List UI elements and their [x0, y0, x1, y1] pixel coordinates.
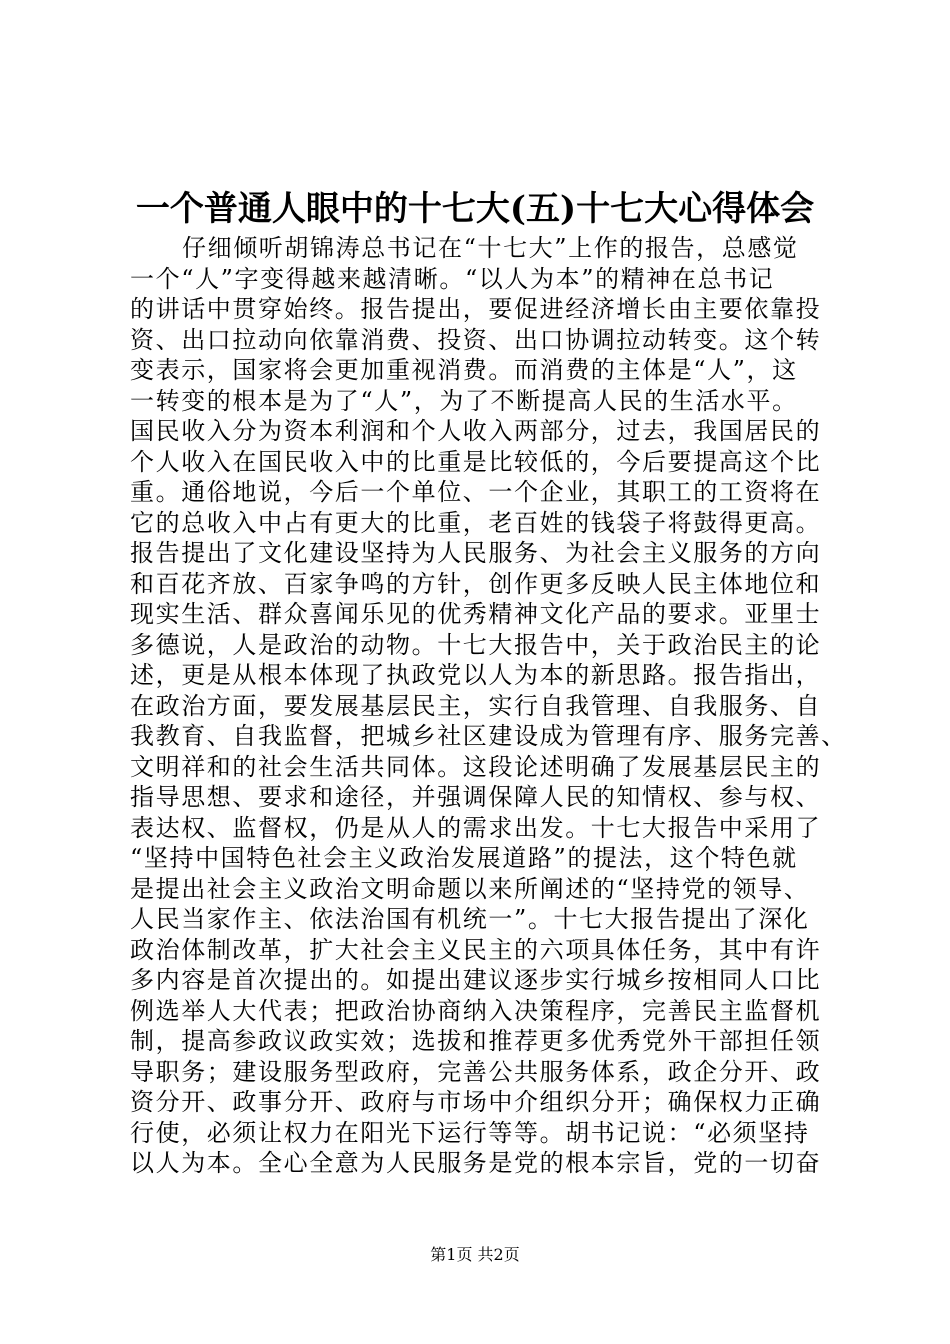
body-line: 一个“人”字变得越来越清晰。“以人为本”的精神在总书记 — [130, 264, 775, 293]
body-line: 重。通俗地说，今后一个单位、一个企业，其职工的工资将在 — [130, 478, 822, 506]
body-line: 的讲话中贯穿始终。报告提出，要促进经济增长由主要依靠投 — [130, 295, 822, 323]
body-line: 和百花齐放、百家争鸣的方针，创作更多反映人民主体地位和 — [130, 569, 822, 598]
body-line: 政治体制改革，扩大社会主义民主的六项具体任务，其中有许 — [130, 935, 822, 964]
body-line: 仔细倾听胡锦涛总书记在“十七大”上作的报告，总感觉 — [182, 234, 799, 262]
body-line: 文明祥和的社会生活共同体。这段论述明确了发展基层民主的 — [130, 752, 822, 781]
body-line: 表达权、监督权，仍是从人的需求出发。十七大报告中采用了 — [130, 813, 822, 842]
body-line: 是提出社会主义政治文明命题以来所阐述的“坚持党的领导、 — [130, 874, 810, 903]
body-line: 报告提出了文化建设坚持为人民服务、为社会主义服务的方向 — [130, 539, 822, 567]
body-line: 在政治方面，要发展基层民主，实行自我管理、自我服务、自 — [130, 691, 822, 720]
body-line: 国民收入分为资本利润和个人收入两部分，过去，我国居民的 — [130, 417, 822, 445]
body-line: 我教育、自我监督，把城乡社区建设成为管理有序、服务完善、 — [130, 722, 847, 750]
body-line: 以人为本。全心全意为人民服务是党的根本宗旨，党的一切奋 — [130, 1149, 822, 1177]
body-line: 例选举人大代表；把政治协商纳入决策程序，完善民主监督机 — [130, 996, 822, 1025]
body-line: 多德说，人是政治的动物。十七大报告中，关于政治民主的论 — [130, 630, 822, 659]
body-line: 现实生活、群众喜闻乐见的优秀精神文化产品的要求。亚里士 — [130, 600, 822, 628]
body-line: 它的总收入中占有更大的比重，老百姓的钱袋子将鼓得更高。 — [130, 508, 822, 537]
body-line: 指导思想、要求和途径，并强调保障人民的知情权、参与权、 — [130, 783, 822, 811]
body-line: 导职务；建设服务型政府，完善公共服务体系，政企分开、政 — [130, 1057, 822, 1086]
document-body — [130, 233, 847, 1179]
body-line: 资、出口拉动向依靠消费、投资、出口协调拉动转变。这个转 — [130, 325, 822, 354]
body-line: 制，提高参政议政实效；选拔和推荐更多优秀党外干部担任领 — [130, 1027, 822, 1055]
body-line: 一转变的根本是为了“人”，为了不断提高人民的生活水平。 — [130, 386, 798, 415]
body-line: 变表示，国家将会更加重视消费。而消费的主体是“人”，这 — [130, 356, 798, 384]
body-line: 人民当家作主、依法治国有机统一”。十七大报告提出了深化 — [130, 905, 810, 933]
body-line: 个人收入在国民收入中的比重是比较低的，今后要提高这个比 — [130, 447, 822, 476]
body-line: 资分开、政事分开、政府与市场中介组织分开；确保权力正确 — [130, 1088, 822, 1116]
body-line: 多内容是首次提出的。如提出建议逐步实行城乡按相同人口比 — [130, 966, 822, 994]
body-line: 述，更是从根本体现了执政党以人为本的新思路。报告指出， — [130, 661, 822, 689]
body-line: 行使，必须让权力在阳光下运行等等。胡书记说：“必须坚持 — [130, 1118, 810, 1147]
page-footer: 第1页 共2页 — [430, 1245, 520, 1264]
page-title: 一个普通人眼中的十七大(五)十七大心得体会 — [135, 189, 815, 229]
body-line: “坚持中国特色社会主义政治发展道路”的提法，这个特色就 — [130, 844, 798, 872]
